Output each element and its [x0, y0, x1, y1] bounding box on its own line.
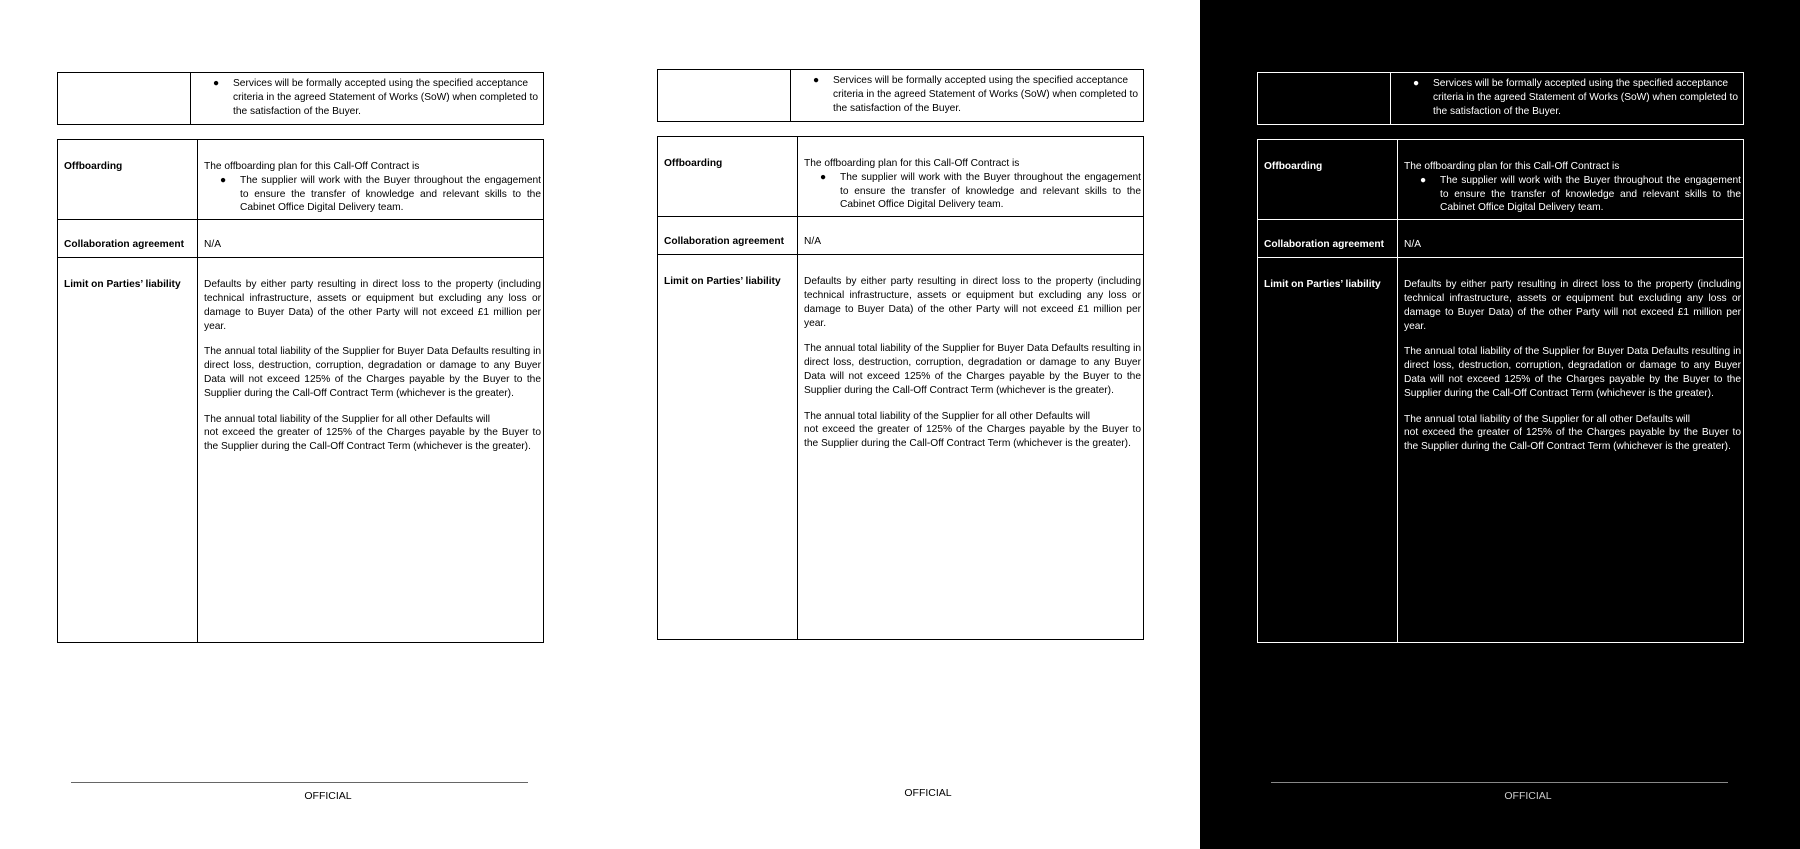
list-item — [195, 77, 539, 118]
table-row — [58, 220, 544, 258]
liability-cell — [798, 255, 1144, 640]
liability-para-3-line-2: not exceed the greater of 125% of the Charges payable by the Buyer to the Supplier during the Call-Off Contract Term (whichever is the greater). — [204, 427, 541, 453]
table-row — [58, 73, 544, 125]
page-panel-shifted — [600, 0, 1200, 849]
acceptance-table — [57, 72, 544, 125]
collaboration-value: N/A — [198, 220, 544, 258]
acceptance-text: Services will be formally accepted using the specified acceptance criteria in the agreed Statement of Works (SoW) when completed to the satisfaction of the Buyer. — [1433, 78, 1739, 117]
footer-divider — [1271, 782, 1728, 783]
liability-label: Limit on Parties’ liability — [58, 258, 198, 643]
acceptance-cell — [791, 70, 1144, 122]
liability-para-2: The annual total liability of the Supplier for Buyer Data Defaults resulting in direct loss, destruction, corruption, degradation or damage to any Buyer Data will not exceed 125% of the Charges payable by the Buyer to the Supplier during the Call-Off Contract Term (whichever is the greater). — [804, 343, 1141, 396]
list-item — [1404, 174, 1741, 215]
offboarding-bullet-text: The supplier will work with the Buyer throughout the engagement to ensure the transfer of knowledge and relevant skills to the Cabinet Office Digital Delivery team. — [240, 174, 541, 214]
liability-para-3-line-2: not exceed the greater of 125% of the Charges payable by the Buyer to the Supplier during the Call-Off Contract Term (whichever is the greater). — [804, 424, 1141, 450]
offboarding-cell — [1398, 140, 1744, 220]
empty-cell — [658, 70, 791, 122]
offboarding-cell — [798, 137, 1144, 217]
offboarding-label: Offboarding — [58, 140, 198, 220]
acceptance-cell — [1391, 73, 1744, 125]
footer-classification: OFFICIAL — [904, 787, 952, 799]
page-panel-edge-view — [1200, 0, 1800, 849]
liability-label: Limit on Parties’ liability — [1258, 258, 1398, 643]
table-row — [58, 140, 544, 220]
collaboration-label: Collaboration agreement — [658, 217, 798, 255]
liability-para-3 — [804, 410, 1141, 451]
liability-para-3-line-1: The annual total liability of the Supplier for all other Defaults will — [204, 413, 490, 425]
offboarding-label: Offboarding — [658, 137, 798, 217]
offboarding-bullet-text: The supplier will work with the Buyer throughout the engagement to ensure the transfer of knowledge and relevant skills to the Cabinet Office Digital Delivery team. — [840, 171, 1141, 211]
list-item — [795, 74, 1139, 115]
table-row — [58, 258, 544, 643]
list-item — [1395, 77, 1739, 118]
offboarding-cell — [198, 140, 544, 220]
document-page — [600, 0, 1200, 846]
bullet-icon: ● — [813, 75, 820, 86]
bullet-icon: ● — [1420, 174, 1427, 186]
collaboration-value: N/A — [798, 217, 1144, 255]
acceptance-table — [1257, 72, 1744, 125]
liability-para-3-line-1: The annual total liability of the Supplier for all other Defaults will — [1404, 413, 1690, 425]
liability-cell — [198, 258, 544, 643]
liability-label: Limit on Parties’ liability — [658, 255, 798, 640]
table-row — [1258, 220, 1744, 258]
liability-para-3-line-2: not exceed the greater of 125% of the Charges payable by the Buyer to the Supplier during the Call-Off Contract Term (whichever is the greater). — [1404, 427, 1741, 453]
liability-para-3-line-1: The annual total liability of the Supplier for all other Defaults will — [804, 410, 1090, 422]
liability-para-2: The annual total liability of the Supplier for Buyer Data Defaults resulting in direct loss, destruction, corruption, degradation or damage to any Buyer Data will not exceed 125% of the Charges payable by the Buyer to the Supplier during the Call-Off Contract Term (whichever is the greater). — [204, 346, 541, 399]
bullet-icon: ● — [220, 174, 227, 186]
empty-cell — [58, 73, 191, 125]
offboarding-bullet-text: The supplier will work with the Buyer throughout the engagement to ensure the transfer of knowledge and relevant skills to the Cabinet Office Digital Delivery team. — [1440, 174, 1741, 214]
footer-classification: OFFICIAL — [1504, 790, 1552, 802]
acceptance-text: Services will be formally accepted using the specified acceptance criteria in the agreed Statement of Works (SoW) when completed to the satisfaction of the Buyer. — [833, 75, 1139, 114]
collaboration-label: Collaboration agreement — [1258, 220, 1398, 258]
page-panel-original — [0, 0, 600, 849]
table-row — [658, 70, 1144, 122]
offboarding-intro: The offboarding plan for this Call-Off Contract is — [1404, 161, 1620, 172]
footer-divider — [71, 782, 528, 783]
list-item — [204, 174, 541, 215]
liability-para-3 — [204, 413, 541, 454]
acceptance-text: Services will be formally accepted using the specified acceptance criteria in the agreed Statement of Works (SoW) when completed to the satisfaction of the Buyer. — [233, 78, 539, 117]
liability-para-3 — [1404, 413, 1741, 454]
liability-cell — [1398, 258, 1744, 643]
bullet-icon: ● — [213, 78, 220, 89]
document-page — [0, 0, 600, 849]
liability-para-1: Defaults by either party resulting in direct loss to the property (including technical infrastructure, assets or equipment but excluding any loss or damage to Buyer Data) of the other Party will not exceed £1 million per year. — [804, 276, 1141, 329]
offboarding-label: Offboarding — [1258, 140, 1398, 220]
liability-para-1: Defaults by either party resulting in direct loss to the property (including technical infrastructure, assets or equipment but excluding any loss or damage to Buyer Data) of the other Party will not exceed £1 million per year. — [1404, 279, 1741, 332]
document-page — [1200, 0, 1800, 849]
table-row — [658, 217, 1144, 255]
table-row — [658, 137, 1144, 217]
collaboration-value: N/A — [1398, 220, 1744, 258]
contract-terms-table — [1257, 139, 1744, 643]
offboarding-intro: The offboarding plan for this Call-Off Contract is — [804, 158, 1020, 169]
collaboration-label: Collaboration agreement — [58, 220, 198, 258]
table-row — [1258, 140, 1744, 220]
empty-cell — [1258, 73, 1391, 125]
table-row — [1258, 73, 1744, 125]
table-row — [658, 255, 1144, 640]
footer-classification: OFFICIAL — [304, 790, 352, 802]
liability-para-2: The annual total liability of the Supplier for Buyer Data Defaults resulting in direct loss, destruction, corruption, degradation or damage to any Buyer Data will not exceed 125% of the Charges payable by the Buyer to the Supplier during the Call-Off Contract Term (whichever is the greater). — [1404, 346, 1741, 399]
liability-para-1: Defaults by either party resulting in direct loss to the property (including technical infrastructure, assets or equipment but excluding any loss or damage to Buyer Data) of the other Party will not exceed £1 million per year. — [204, 279, 541, 332]
acceptance-table — [657, 69, 1144, 122]
offboarding-intro: The offboarding plan for this Call-Off Contract is — [204, 161, 420, 172]
contract-terms-table — [657, 136, 1144, 640]
bullet-icon: ● — [1413, 78, 1420, 89]
acceptance-cell — [191, 73, 544, 125]
bullet-icon: ● — [820, 171, 827, 183]
table-row — [1258, 258, 1744, 643]
list-item — [804, 171, 1141, 212]
contract-terms-table — [57, 139, 544, 643]
